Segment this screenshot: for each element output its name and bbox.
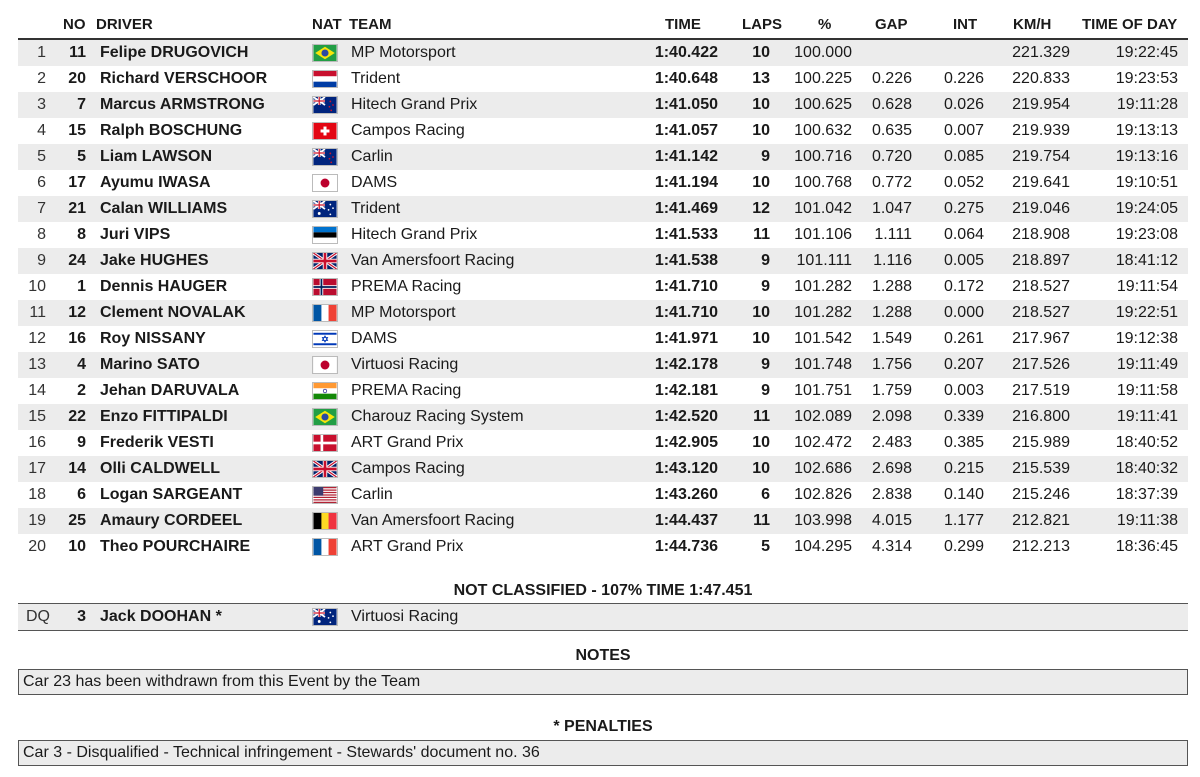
- cell-team: Van Amersfoort Racing: [351, 512, 515, 529]
- table-row: [18, 196, 1188, 222]
- table-row: [18, 456, 1188, 482]
- cell-gap: 1.111: [874, 226, 912, 243]
- table-row: [18, 378, 1188, 404]
- cell-time: 1:41.469: [654, 200, 718, 217]
- cell-team: Carlin: [351, 486, 393, 503]
- cell-int: 0.299: [943, 538, 984, 555]
- cell-pct: 103.998: [794, 512, 852, 529]
- cell-driver: Frederik VESTI: [100, 434, 214, 451]
- japan-flag-icon: [312, 356, 338, 374]
- cell-laps: 9: [761, 382, 770, 399]
- cell-no: 8: [77, 226, 86, 243]
- cell-laps: 10: [752, 44, 770, 61]
- switzerland-flag-icon: [312, 122, 338, 140]
- header-tod: TIME OF DAY: [1082, 16, 1178, 33]
- cell-driver: Jake HUGHES: [100, 252, 209, 269]
- cell-team: ART Grand Prix: [351, 538, 464, 555]
- cell-no: 1: [77, 278, 86, 295]
- cell-team: Virtuosi Racing: [351, 356, 459, 373]
- cell-driver: Felipe DRUGOVICH: [100, 44, 249, 61]
- cell-no: 22: [68, 408, 86, 425]
- cell-driver: Marino SATO: [100, 356, 200, 373]
- cell-gap: 4.314: [871, 538, 912, 555]
- cell-time: 1:42.520: [654, 408, 718, 425]
- cell-gap: 0.628: [871, 96, 912, 113]
- cell-time: 1:43.260: [654, 486, 718, 503]
- cell-pos: 10: [28, 278, 46, 295]
- cell-pos: 5: [37, 148, 46, 165]
- cell-laps: 10: [752, 460, 770, 477]
- cell-int: 0.207: [943, 356, 984, 373]
- cell-kmh: 212.821: [1012, 512, 1070, 529]
- cell-gap: 1.116: [873, 252, 912, 269]
- cell-int: 0.140: [943, 486, 984, 503]
- cell-tod: 19:10:51: [1115, 174, 1178, 191]
- cell-driver: Clement NOVALAK: [100, 304, 246, 321]
- cell-kmh: 219.754: [1012, 148, 1070, 165]
- cell-laps: 5: [761, 538, 770, 555]
- cell-laps: 11: [753, 408, 770, 425]
- cell-no: 17: [68, 174, 86, 191]
- penalties-title: * PENALTIES: [553, 718, 653, 735]
- cell-pct: 102.472: [794, 434, 852, 451]
- cell-pos: 20: [28, 538, 46, 555]
- cell-laps: 12: [752, 200, 770, 217]
- cell-pct: 102.089: [794, 408, 852, 425]
- cell-int: 0.275: [943, 200, 984, 217]
- cell-gap: 0.772: [871, 174, 912, 191]
- cell-team: PREMA Racing: [351, 278, 462, 295]
- cell-no: 4: [77, 356, 86, 373]
- cell-no: 12: [68, 304, 86, 321]
- cell-tod: 19:11:49: [1116, 356, 1178, 373]
- cell-tod: 18:40:32: [1115, 460, 1178, 477]
- cell-team: MP Motorsport: [351, 44, 456, 61]
- cell-gap: 1.759: [871, 382, 912, 399]
- cell-team: ART Grand Prix: [351, 434, 464, 451]
- cell-laps: 10: [752, 122, 770, 139]
- table-row: [18, 222, 1188, 248]
- netherlands-flag-icon: [312, 70, 338, 88]
- cell-team: Trident: [351, 70, 401, 87]
- cell-no: 20: [68, 70, 86, 87]
- table-row: [18, 144, 1188, 170]
- cell-pos: 2: [37, 70, 46, 87]
- not-classified-title: NOT CLASSIFIED - 107% TIME 1:47.451: [453, 582, 753, 599]
- cell-driver: Liam LAWSON: [100, 148, 213, 165]
- cell-time: 1:41.710: [654, 304, 718, 321]
- header-gap: GAP: [875, 16, 908, 33]
- france-flag-icon: [312, 538, 338, 556]
- header-laps: LAPS: [742, 16, 783, 33]
- cell-no: 14: [68, 460, 86, 477]
- cell-tod: 19:13:13: [1115, 122, 1178, 139]
- cell-gap: 2.838: [871, 486, 912, 503]
- cell-time: 1:41.710: [654, 278, 718, 295]
- cell-pct: 102.686: [794, 460, 852, 477]
- table-row: [18, 508, 1188, 534]
- cell-pos: 11: [29, 304, 46, 321]
- cell-driver: Ayumu IWASA: [100, 174, 211, 191]
- cell-pct: 100.000: [794, 44, 852, 61]
- cell-laps: 13: [752, 70, 770, 87]
- cell-no: 5: [77, 148, 86, 165]
- cell-laps: 10: [752, 330, 770, 347]
- table-row: [18, 300, 1188, 326]
- cell-pct: 100.716: [794, 148, 852, 165]
- table-row: [18, 118, 1188, 144]
- israel-flag-icon: [312, 330, 338, 348]
- australia-flag-icon: [312, 608, 338, 626]
- header-no: NO: [63, 16, 86, 33]
- header-kmh: KM/H: [1013, 16, 1052, 33]
- cell-no: 11: [69, 44, 86, 61]
- cell-gap: 1.288: [871, 278, 912, 295]
- cell-gap: 2.098: [871, 408, 912, 425]
- cell-gap: 1.549: [871, 330, 912, 347]
- cell-driver: Dennis HAUGER: [100, 278, 228, 295]
- header-pct: %: [818, 16, 832, 33]
- notes-text: Car 23 has been withdrawn from this Event by the Team: [23, 673, 421, 690]
- cell-team: MP Motorsport: [351, 304, 456, 321]
- cell-no: 6: [77, 486, 86, 503]
- cell-kmh: 219.939: [1012, 122, 1070, 139]
- cell-kmh: 218.527: [1012, 278, 1070, 295]
- cell-team: Campos Racing: [351, 122, 465, 139]
- cell-team: PREMA Racing: [351, 382, 462, 399]
- cell-int: 1.177: [943, 512, 984, 529]
- cell-gap: 4.015: [871, 512, 912, 529]
- header-team: TEAM: [349, 16, 392, 33]
- cell-pos: 9: [37, 252, 46, 269]
- cell-gap: 0.635: [871, 122, 912, 139]
- cell-laps: 10: [752, 174, 770, 191]
- cell-pct: 100.625: [794, 96, 852, 113]
- not-classified-row: [18, 604, 1188, 630]
- table-row: [18, 66, 1188, 92]
- cell-pct: 101.282: [794, 278, 852, 295]
- table-header: [0, 14, 1200, 38]
- cell-no: 24: [68, 252, 86, 269]
- cell-pct: 101.748: [794, 356, 852, 373]
- table-row: [18, 430, 1188, 456]
- brazil-flag-icon: [312, 408, 338, 426]
- cell-driver: Jehan DARUVALA: [100, 382, 240, 399]
- cell-team: Trident: [351, 200, 401, 217]
- cell-laps: 9: [761, 278, 770, 295]
- belgium-flag-icon: [312, 512, 338, 530]
- cell-pos: 19: [28, 512, 46, 529]
- cell-pos: 7: [37, 200, 46, 217]
- cell-gap: 1.047: [871, 200, 912, 217]
- header-driver: DRIVER: [96, 16, 153, 33]
- cell-pct: 101.751: [794, 382, 852, 399]
- australia-flag-icon: [312, 200, 338, 218]
- cell-driver: Olli CALDWELL: [100, 460, 220, 477]
- results-table: [18, 40, 1188, 560]
- cell-no: 2: [77, 382, 86, 399]
- cell-driver: Roy NISSANY: [100, 330, 206, 347]
- cell-time: 1:40.422: [654, 44, 718, 61]
- cell-team: Virtuosi Racing: [351, 608, 459, 625]
- cell-driver: Enzo FITTIPALDI: [100, 408, 228, 425]
- cell-time: 1:42.905: [654, 434, 718, 451]
- cell-tod: 18:41:12: [1115, 252, 1178, 269]
- cell-pos: 13: [28, 356, 46, 373]
- india-flag-icon: [312, 382, 338, 400]
- cell-int: 0.085: [943, 148, 984, 165]
- cell-tod: 19:23:53: [1115, 70, 1178, 87]
- cell-gap: 2.698: [871, 460, 912, 477]
- cell-driver: Juri VIPS: [100, 226, 171, 243]
- cell-driver: Marcus ARMSTRONG: [100, 96, 265, 113]
- cell-pct: 104.295: [794, 538, 852, 555]
- penalties-text: Car 3 - Disqualified - Technical infringement - Stewards' document no. 36: [23, 744, 540, 761]
- cell-time: 1:41.533: [654, 226, 718, 243]
- notes-title: NOTES: [575, 647, 631, 664]
- new-zealand-flag-icon: [312, 148, 338, 166]
- cell-driver: Amaury CORDEEL: [100, 512, 243, 529]
- cell-pos: 3: [37, 96, 46, 113]
- cell-driver: Richard VERSCHOOR: [100, 70, 268, 87]
- cell-pos: 15: [28, 408, 46, 425]
- usa-flag-icon: [312, 486, 338, 504]
- cell-int: 0.007: [943, 122, 984, 139]
- cell-pct: 101.042: [794, 200, 852, 217]
- cell-kmh: 219.954: [1012, 96, 1070, 113]
- not-classified-bottom-line: [18, 630, 1188, 631]
- table-row: [18, 326, 1188, 352]
- notes-box: [18, 669, 1188, 695]
- cell-pos: 8: [37, 226, 46, 243]
- cell-int: 0.000: [943, 304, 984, 321]
- cell-kmh: 217.526: [1012, 356, 1070, 373]
- cell-driver: Theo POURCHAIRE: [100, 538, 251, 555]
- cell-tod: 19:22:51: [1115, 304, 1178, 321]
- cell-pos: DQ: [26, 608, 50, 625]
- cell-tod: 19:13:16: [1115, 148, 1178, 165]
- uk-flag-icon: [312, 460, 338, 478]
- cell-pct: 102.826: [794, 486, 852, 503]
- cell-no: 10: [68, 538, 86, 555]
- cell-kmh: 219.046: [1012, 200, 1070, 217]
- cell-driver: Calan WILLIAMS: [100, 200, 228, 217]
- cell-pct: 101.542: [794, 330, 852, 347]
- cell-laps: 11: [753, 512, 770, 529]
- cell-tod: 19:11:58: [1116, 382, 1178, 399]
- new-zealand-flag-icon: [312, 96, 338, 114]
- cell-kmh: 219.641: [1012, 174, 1070, 191]
- cell-tod: 19:11:54: [1116, 278, 1178, 295]
- uk-flag-icon: [312, 252, 338, 270]
- cell-laps: 9: [761, 148, 770, 165]
- cell-team: Van Amersfoort Racing: [351, 252, 515, 269]
- cell-int: 0.339: [943, 408, 984, 425]
- cell-int: 0.064: [943, 226, 984, 243]
- cell-kmh: 220.833: [1012, 70, 1070, 87]
- cell-pos: 18: [28, 486, 46, 503]
- cell-time: 1:42.181: [654, 382, 718, 399]
- cell-int: 0.215: [943, 460, 984, 477]
- cell-time: 1:41.194: [654, 174, 718, 191]
- cell-kmh: 218.527: [1012, 304, 1070, 321]
- cell-gap: 2.483: [871, 434, 912, 451]
- cell-time: 1:41.057: [654, 122, 718, 139]
- cell-gap: 0.720: [871, 148, 912, 165]
- table-row: [18, 40, 1188, 66]
- cell-int: 0.261: [943, 330, 984, 347]
- cell-int: 0.172: [943, 278, 984, 295]
- table-row: [18, 170, 1188, 196]
- cell-time: 1:44.736: [654, 538, 718, 555]
- cell-no: 9: [77, 434, 86, 451]
- cell-int: 0.385: [943, 434, 984, 451]
- cell-time: 1:41.538: [654, 252, 718, 269]
- cell-int: 0.052: [943, 174, 984, 191]
- cell-kmh: 215.989: [1012, 434, 1070, 451]
- cell-laps: 10: [752, 434, 770, 451]
- cell-time: 1:44.437: [654, 512, 718, 529]
- table-row: [18, 248, 1188, 274]
- cell-time: 1:40.648: [654, 70, 718, 87]
- cell-team: Carlin: [351, 148, 393, 165]
- cell-time: 1:41.142: [654, 148, 718, 165]
- norway-flag-icon: [312, 278, 338, 296]
- cell-tod: 19:11:28: [1116, 96, 1178, 113]
- cell-pos: 14: [28, 382, 46, 399]
- table-row: [18, 534, 1188, 560]
- cell-pct: 100.768: [794, 174, 852, 191]
- header-int: INT: [953, 16, 978, 33]
- cell-laps: 10: [752, 96, 770, 113]
- cell-kmh: 218.897: [1012, 252, 1070, 269]
- estonia-flag-icon: [312, 226, 338, 244]
- cell-kmh: 215.246: [1012, 486, 1070, 503]
- cell-time: 1:41.050: [654, 96, 718, 113]
- cell-tod: 18:37:39: [1115, 486, 1178, 503]
- cell-no: 15: [68, 122, 86, 139]
- cell-no: 25: [68, 512, 86, 529]
- cell-laps: 10: [752, 304, 770, 321]
- cell-team: DAMS: [351, 174, 398, 191]
- cell-pos: 1: [37, 44, 46, 61]
- header-nat: NAT: [312, 16, 342, 33]
- cell-time: 1:43.120: [654, 460, 718, 477]
- cell-no: 3: [77, 608, 86, 625]
- table-row: [18, 92, 1188, 118]
- cell-kmh: 217.967: [1012, 330, 1070, 347]
- cell-team: Campos Racing: [351, 460, 465, 477]
- table-row: [18, 274, 1188, 300]
- table-row: [18, 404, 1188, 430]
- cell-pct: 100.632: [794, 122, 852, 139]
- cell-laps: 11: [753, 226, 770, 243]
- penalties-box: [18, 740, 1188, 766]
- cell-tod: 19:11:41: [1116, 408, 1178, 425]
- cell-pct: 100.225: [794, 70, 852, 87]
- cell-laps: 9: [761, 252, 770, 269]
- france-flag-icon: [312, 304, 338, 322]
- cell-pos: 16: [28, 434, 46, 451]
- cell-pos: 17: [28, 460, 46, 477]
- cell-gap: 1.288: [871, 304, 912, 321]
- cell-kmh: 221.329: [1012, 44, 1070, 61]
- cell-pos: 4: [37, 122, 46, 139]
- cell-time: 1:42.178: [654, 356, 718, 373]
- cell-gap: 1.756: [871, 356, 912, 373]
- cell-int: 0.003: [943, 382, 984, 399]
- cell-team: Hitech Grand Prix: [351, 96, 478, 113]
- cell-kmh: 212.213: [1012, 538, 1070, 555]
- cell-team: Charouz Racing System: [351, 408, 524, 425]
- cell-tod: 19:23:08: [1115, 226, 1178, 243]
- table-row: [18, 352, 1188, 378]
- cell-kmh: 215.539: [1012, 460, 1070, 477]
- cell-tod: 19:22:45: [1115, 44, 1178, 61]
- cell-tod: 18:36:45: [1115, 538, 1178, 555]
- cell-pct: 101.111: [796, 252, 852, 269]
- cell-int: 0.005: [943, 252, 984, 269]
- cell-no: 21: [68, 200, 86, 217]
- cell-int: 0.226: [943, 70, 984, 87]
- brazil-flag-icon: [312, 44, 338, 62]
- cell-no: 7: [77, 96, 86, 113]
- cell-laps: 6: [761, 486, 770, 503]
- cell-tod: 19:11:38: [1116, 512, 1178, 529]
- cell-gap: 0.226: [871, 70, 912, 87]
- cell-pct: 101.106: [794, 226, 852, 243]
- cell-team: Hitech Grand Prix: [351, 226, 478, 243]
- cell-tod: 18:40:52: [1115, 434, 1178, 451]
- cell-kmh: 217.519: [1012, 382, 1070, 399]
- cell-kmh: 218.908: [1012, 226, 1070, 243]
- cell-no: 16: [68, 330, 86, 347]
- cell-driver: Logan SARGEANT: [100, 486, 243, 503]
- cell-team: DAMS: [351, 330, 398, 347]
- header-time: TIME: [665, 16, 701, 33]
- cell-driver: Ralph BOSCHUNG: [100, 122, 243, 139]
- cell-pos: 12: [28, 330, 46, 347]
- cell-pos: 6: [37, 174, 46, 191]
- cell-tod: 19:12:38: [1115, 330, 1178, 347]
- table-row: [18, 482, 1188, 508]
- cell-laps: 9: [761, 356, 770, 373]
- cell-driver: Jack DOOHAN *: [100, 608, 222, 625]
- cell-time: 1:41.971: [654, 330, 718, 347]
- japan-flag-icon: [312, 174, 338, 192]
- cell-pct: 101.282: [794, 304, 852, 321]
- denmark-flag-icon: [312, 434, 338, 452]
- cell-int: 0.026: [943, 96, 984, 113]
- cell-tod: 19:24:05: [1115, 200, 1178, 217]
- cell-kmh: 216.800: [1012, 408, 1070, 425]
